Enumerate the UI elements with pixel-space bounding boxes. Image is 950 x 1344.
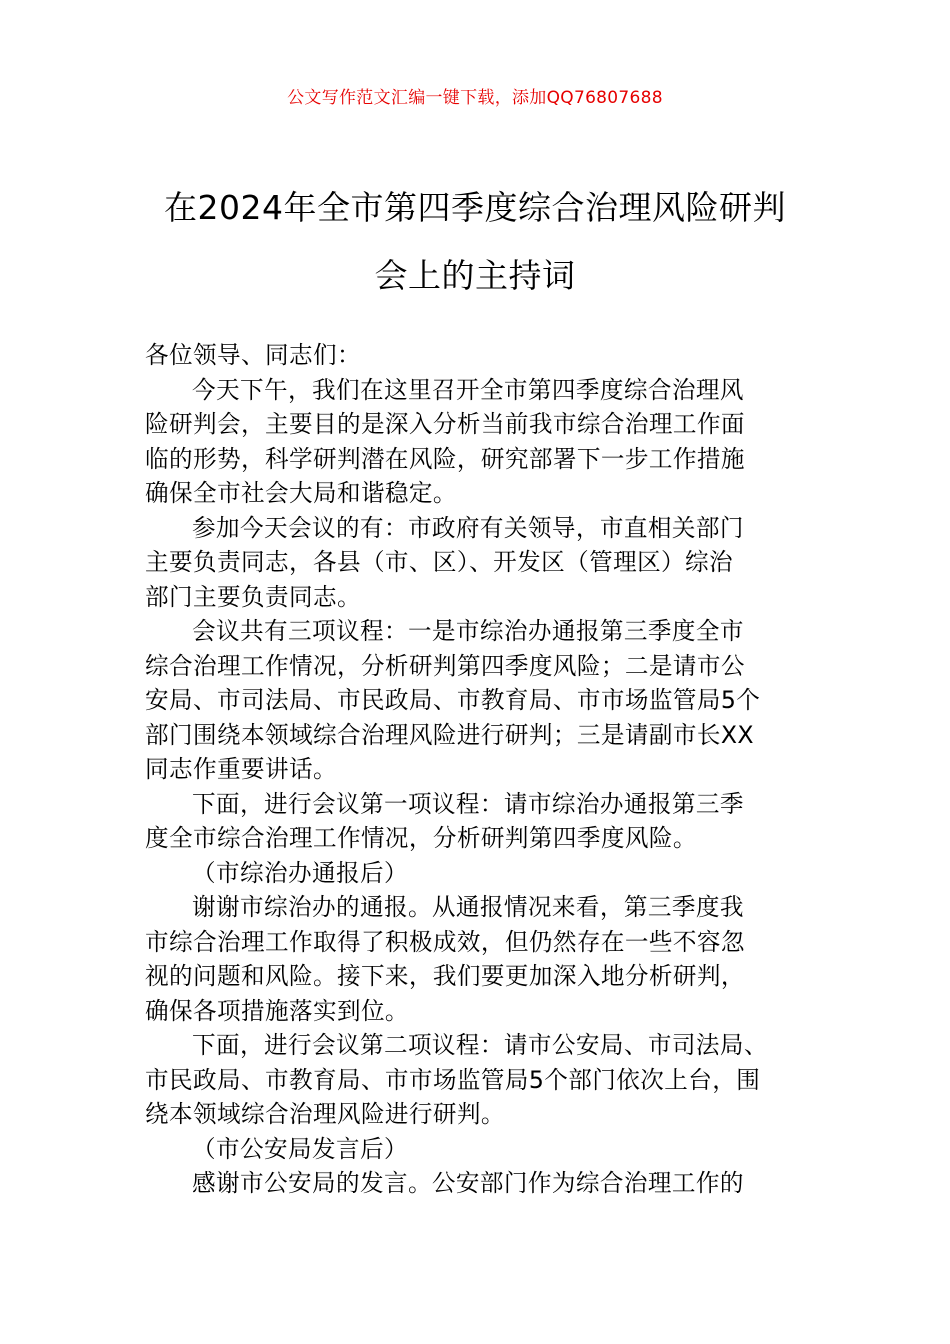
paragraph-line: 部门主要负责同志。 bbox=[145, 582, 361, 611]
paragraph-line: 度全市综合治理工作情况，分析研判第四季度风险。 bbox=[145, 824, 697, 852]
document-body bbox=[145, 338, 810, 1201]
document-title bbox=[100, 174, 850, 310]
paragraph-line: 今天下午，我们在这里召开全市第四季度综合治理风 bbox=[192, 375, 744, 404]
paragraph-line: 同志作重要讲话。 bbox=[145, 755, 337, 783]
stage-direction: （市公安局发言后） bbox=[192, 1134, 408, 1163]
paragraph-line: 感谢市公安局的发言。公安部门作为综合治理工作的 bbox=[192, 1169, 744, 1197]
paragraph-line: 主要负责同志，各县（市、区）、开发区（管理区）综治 bbox=[145, 548, 734, 576]
paragraph-line: 安局、市司法局、市民政局、市教育局、市市场监管局5个 bbox=[145, 686, 761, 714]
paragraph-line: 综合治理工作情况，分析研判第四季度风险；二是请市公 bbox=[145, 651, 745, 680]
paragraph-line: 市民政局、市教育局、市市场监管局5个部门依次上台，围 bbox=[145, 1065, 761, 1094]
title-line-2: 会上的主持词 bbox=[374, 256, 576, 295]
paragraph-line: 下面，进行会议第二项议程：请市公安局、市司法局、 bbox=[192, 1031, 768, 1059]
paragraph-line: 部门围绕本领域综合治理风险进行研判；三是请副市长XX bbox=[145, 720, 754, 749]
paragraph-line: 确保各项措施落实到位。 bbox=[145, 996, 409, 1025]
paragraph-line: 险研判会，主要目的是深入分析当前我市综合治理工作面 bbox=[145, 410, 745, 438]
salutation: 各位领导、同志们： bbox=[145, 341, 361, 369]
paragraph-line: 绕本领域综合治理风险进行研判。 bbox=[145, 1100, 505, 1128]
paragraph-line: 会议共有三项议程：一是市综治办通报第三季度全市 bbox=[192, 617, 744, 645]
paragraph-line: 确保全市社会大局和谐稳定。 bbox=[145, 479, 457, 507]
watermark-text: 公文写作范文汇编一键下载，添加QQ76807688 bbox=[287, 88, 663, 108]
paragraph-line: 谢谢市综治办的通报。从通报情况来看，第三季度我 bbox=[192, 893, 744, 921]
title-line-1: 在2024年全市第四季度综合治理风险研判 bbox=[164, 188, 786, 227]
paragraph-line: 市综合治理工作取得了积极成效，但仍然存在一些不容忽 bbox=[145, 927, 745, 956]
paragraph-line: 参加今天会议的有：市政府有关领导，市直相关部门 bbox=[192, 513, 744, 542]
paragraph-line: 临的形势，科学研判潜在风险，研究部署下一步工作措施 bbox=[145, 444, 745, 473]
paragraph-line: 视的问题和风险。接下来，我们要更加深入地分析研判， bbox=[145, 962, 745, 990]
paragraph-line: 下面，进行会议第一项议程：请市综治办通报第三季 bbox=[192, 789, 744, 818]
stage-direction: （市综治办通报后） bbox=[192, 858, 408, 887]
